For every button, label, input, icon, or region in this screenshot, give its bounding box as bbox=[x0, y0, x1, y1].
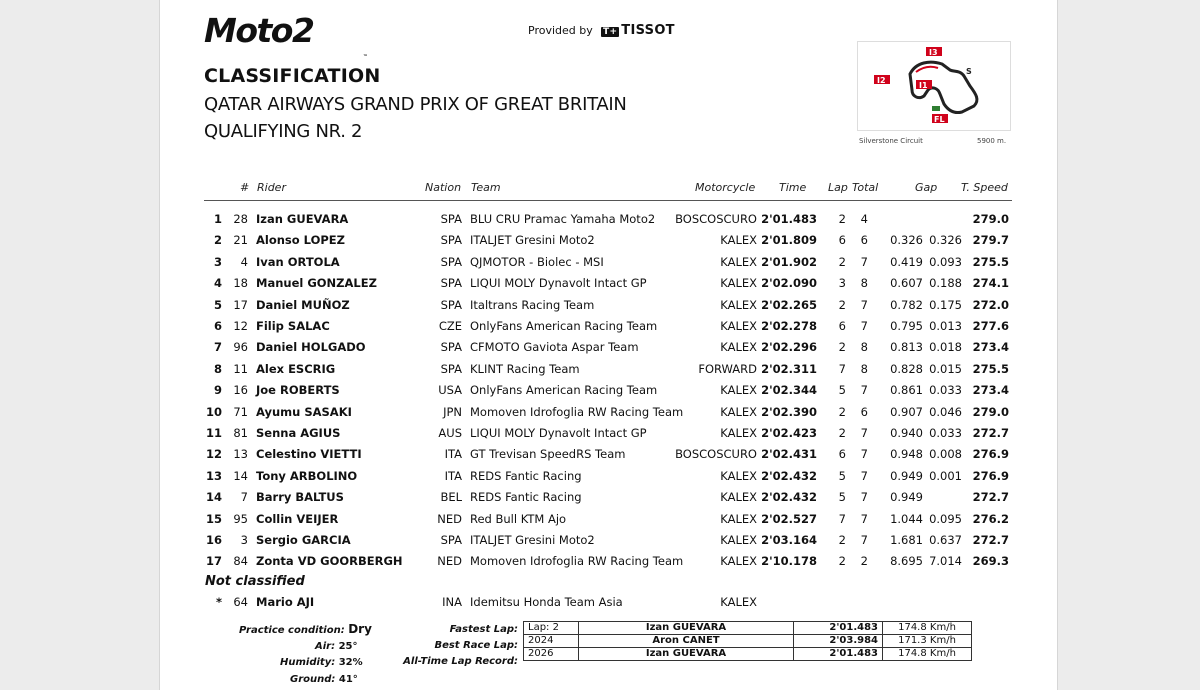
table-row bbox=[0, 423, 1200, 444]
cell-number: 18 bbox=[233, 276, 248, 291]
cell-motorcycle: KALEX bbox=[720, 426, 757, 440]
cell-gap-previous: 0.001 bbox=[929, 468, 962, 483]
cell-time: 2'02.431 bbox=[761, 447, 817, 462]
cell-position: 14 bbox=[205, 490, 222, 505]
cell-total: 8 bbox=[860, 340, 868, 355]
cell-rider: Ivan ORTOLA bbox=[256, 254, 340, 269]
cell-position: 6 bbox=[213, 319, 222, 333]
cell-motorcycle: KALEX bbox=[720, 340, 757, 355]
cell-gap-first: 0.828 bbox=[890, 361, 923, 376]
cell-top-speed: 277.6 bbox=[972, 319, 1009, 333]
cell-rider: Collin VEIJER bbox=[256, 511, 339, 526]
cell-lap: 2 bbox=[838, 254, 846, 269]
cell-total: 7 bbox=[860, 511, 868, 526]
cell-time: 2'01.809 bbox=[761, 233, 817, 248]
cell-team: KLINT Racing Team bbox=[470, 361, 580, 376]
cell-lap: 2 bbox=[838, 533, 846, 547]
cell-time: 2'02.311 bbox=[761, 361, 817, 376]
cell-gap-previous: 0.095 bbox=[929, 511, 962, 526]
cell-time: 2'02.265 bbox=[761, 297, 817, 312]
cell-total: 7 bbox=[860, 447, 868, 462]
cell-time: 2'10.178 bbox=[761, 554, 817, 569]
cell-motorcycle: KALEX bbox=[720, 554, 757, 569]
cell-number: 12 bbox=[233, 319, 248, 333]
lap-record-row bbox=[524, 622, 972, 635]
cell-time: 2'02.278 bbox=[761, 319, 817, 333]
table-row bbox=[0, 466, 1200, 487]
cell-rider: Senna AGIUS bbox=[256, 426, 341, 440]
cell-position: 16 bbox=[205, 533, 222, 547]
cell-number: 96 bbox=[233, 340, 248, 355]
not-classified-row bbox=[0, 592, 1200, 613]
cell-gap-previous: 0.018 bbox=[929, 340, 962, 355]
cell-motorcycle: KALEX bbox=[720, 383, 757, 398]
cell-number: 7 bbox=[240, 490, 248, 505]
cell-position: 7 bbox=[213, 340, 222, 355]
tissot-logo: T+ TISSOT bbox=[603, 23, 675, 38]
cell-team: Idemitsu Honda Team Asia bbox=[470, 595, 623, 609]
cell-position: 2 bbox=[213, 233, 222, 248]
cell-lap: 2 bbox=[838, 426, 846, 440]
cell-time: 2'02.296 bbox=[761, 340, 817, 355]
cell-gap-previous: 0.015 bbox=[929, 361, 962, 376]
cell-motorcycle: KALEX bbox=[720, 254, 757, 269]
col-header-rider: Rider bbox=[257, 181, 286, 194]
cell-top-speed: 269.3 bbox=[972, 554, 1009, 569]
cell-motorcycle: BOSCOSCURO bbox=[675, 447, 757, 462]
cell-motorcycle: FORWARD bbox=[698, 361, 757, 376]
cell-gap-first: 0.949 bbox=[890, 490, 923, 505]
moto2-logo: Moto2 ™ bbox=[204, 11, 368, 60]
cell-rider: Filip SALAC bbox=[256, 319, 330, 333]
cell-number: 4 bbox=[240, 254, 248, 269]
cell-position: 5 bbox=[213, 297, 222, 312]
cell-nation: SPA bbox=[440, 276, 462, 291]
cell-total: 2 bbox=[860, 554, 868, 569]
cell-number: 64 bbox=[233, 595, 248, 609]
table-row bbox=[0, 380, 1200, 401]
cell-motorcycle: KALEX bbox=[720, 595, 757, 609]
col-header-time: Time bbox=[779, 181, 807, 194]
cell-team: QJMOTOR - Biolec - MSI bbox=[470, 254, 604, 269]
col-header-nation: Nation bbox=[425, 181, 462, 194]
cell-position: 4 bbox=[213, 276, 222, 291]
cell-top-speed: 276.9 bbox=[972, 447, 1009, 462]
cell-team: REDS Fantic Racing bbox=[470, 468, 582, 483]
cell-top-speed: 274.1 bbox=[972, 276, 1009, 291]
cell-nation: SPA bbox=[440, 533, 462, 547]
cell-top-speed: 276.2 bbox=[972, 511, 1009, 526]
cell-total: 7 bbox=[860, 319, 868, 333]
cell-top-speed: 272.0 bbox=[972, 297, 1009, 312]
col-header-total: Total bbox=[852, 181, 879, 194]
cell-gap-previous: 7.014 bbox=[929, 554, 962, 569]
cell-gap-previous: 0.188 bbox=[929, 276, 962, 291]
cell-total: 7 bbox=[860, 383, 868, 398]
cell-team: REDS Fantic Racing bbox=[470, 490, 582, 505]
table-row bbox=[0, 252, 1200, 273]
cell-nation: AUS bbox=[438, 426, 462, 440]
cell-gap-previous: 0.046 bbox=[929, 404, 962, 419]
cell-number: 95 bbox=[233, 511, 248, 526]
cell-number: 13 bbox=[233, 447, 248, 462]
cell-top-speed: 276.9 bbox=[972, 468, 1009, 483]
cell-top-speed: 272.7 bbox=[972, 426, 1009, 440]
cell-time: 2'01.902 bbox=[761, 254, 817, 269]
cell-rider: Sergio GARCIA bbox=[256, 533, 351, 547]
cell-rider: Alex ESCRIG bbox=[256, 361, 336, 376]
cell-top-speed: 279.0 bbox=[972, 212, 1009, 226]
cell-number: 11 bbox=[233, 361, 248, 376]
cell-gap-first: 0.419 bbox=[890, 254, 923, 269]
cell-top-speed: 279.7 bbox=[972, 233, 1009, 248]
cell-rider: Tony ARBOLINO bbox=[256, 468, 358, 483]
circuit-length: 5900 m. bbox=[977, 137, 1007, 145]
cell-position: 8 bbox=[213, 361, 222, 376]
cell-total: 6 bbox=[860, 404, 868, 419]
lap-record-speed: 174.8 Km/h bbox=[883, 622, 972, 635]
col-header-num: # bbox=[240, 181, 250, 194]
cell-team: ITALJET Gresini Moto2 bbox=[470, 533, 595, 547]
cell-gap-previous: 0.013 bbox=[929, 319, 962, 333]
cell-gap-first: 0.948 bbox=[890, 447, 923, 462]
air-temperature: Air: 25° bbox=[315, 641, 358, 652]
cell-nation: SPA bbox=[440, 233, 462, 248]
cell-gap-first: 0.940 bbox=[890, 426, 923, 440]
cell-motorcycle: KALEX bbox=[720, 533, 757, 547]
event-name: QATAR AIRWAYS GRAND PRIX OF GREAT BRITAIN bbox=[204, 94, 627, 115]
lap-record-rider: Izan GUEVARA bbox=[579, 648, 794, 661]
cell-motorcycle: KALEX bbox=[720, 233, 757, 248]
cell-motorcycle: BOSCOSCURO bbox=[675, 212, 757, 226]
cell-top-speed: 272.7 bbox=[972, 490, 1009, 505]
cell-total: 7 bbox=[860, 533, 868, 547]
cell-position: 15 bbox=[205, 511, 222, 526]
cell-nation: ITA bbox=[444, 447, 462, 462]
cell-motorcycle: KALEX bbox=[720, 490, 757, 505]
cell-lap: 6 bbox=[838, 319, 846, 333]
cell-gap-first: 8.695 bbox=[890, 554, 923, 569]
cell-gap-first: 0.607 bbox=[890, 276, 923, 291]
lap-record-rider: Izan GUEVARA bbox=[579, 622, 794, 635]
i3-label: I3 bbox=[929, 48, 938, 57]
cell-total: 7 bbox=[860, 468, 868, 483]
cell-rider: Zonta VD GOORBERGH bbox=[256, 554, 403, 569]
cell-nation: SPA bbox=[440, 340, 462, 355]
provided-by-text: Provided by bbox=[528, 24, 593, 37]
cell-total: 4 bbox=[860, 212, 868, 226]
cell-rider: Daniel HOLGADO bbox=[256, 340, 366, 355]
cell-position: 13 bbox=[205, 468, 222, 483]
cell-team: GT Trevisan SpeedRS Team bbox=[470, 447, 626, 462]
cell-gap-previous: 0.175 bbox=[929, 297, 962, 312]
lap-record-rider: Aron CANET bbox=[579, 635, 794, 648]
cell-position: 17 bbox=[205, 554, 222, 569]
lap-record-lap: Lap: 2 bbox=[524, 622, 579, 635]
cell-rider: Barry BALTUS bbox=[256, 490, 344, 505]
cell-lap: 7 bbox=[838, 361, 846, 376]
cell-gap-first: 0.813 bbox=[890, 340, 923, 355]
table-row bbox=[0, 273, 1200, 294]
cell-time: 2'03.164 bbox=[761, 533, 817, 547]
lap-records-table bbox=[523, 621, 972, 661]
cell-lap: 2 bbox=[838, 297, 846, 312]
cell-time: 2'02.390 bbox=[761, 404, 817, 419]
cell-top-speed: 272.7 bbox=[972, 533, 1009, 547]
cell-total: 7 bbox=[860, 490, 868, 505]
cell-nation: CZE bbox=[438, 319, 462, 333]
cell-total: 7 bbox=[860, 254, 868, 269]
lap-record-lap: 2024 bbox=[524, 635, 579, 648]
cell-team: LIQUI MOLY Dynavolt Intact GP bbox=[470, 276, 647, 291]
cell-team: Italtrans Racing Team bbox=[470, 297, 595, 312]
lap-record-time: 2'01.483 bbox=[794, 622, 883, 635]
not-classified-label: Not classified bbox=[205, 574, 305, 589]
cell-nation: ITA bbox=[444, 468, 462, 483]
cell-position: 9 bbox=[213, 383, 222, 398]
i1-label: I1 bbox=[919, 81, 928, 90]
cell-team: CFMOTO Gaviota Aspar Team bbox=[470, 340, 639, 355]
best-race-lap-label: Best Race Lap: bbox=[434, 640, 518, 651]
cell-rider: Alonso LOPEZ bbox=[256, 233, 345, 248]
cell-gap-previous: 0.033 bbox=[929, 383, 962, 398]
lap-record-speed: 171.3 Km/h bbox=[883, 635, 972, 648]
cell-nation: INA bbox=[442, 595, 462, 609]
cell-rider: Izan GUEVARA bbox=[256, 212, 349, 226]
col-header-gap: Gap bbox=[915, 181, 938, 194]
cell-rider: Manuel GONZALEZ bbox=[256, 276, 377, 291]
cell-gap-first: 0.949 bbox=[890, 468, 923, 483]
col-header-team: Team bbox=[471, 181, 501, 194]
cell-top-speed: 275.5 bbox=[972, 254, 1009, 269]
cell-total: 7 bbox=[860, 297, 868, 312]
table-row bbox=[0, 316, 1200, 337]
cell-total: 7 bbox=[860, 426, 868, 440]
cell-team: OnlyFans American Racing Team bbox=[470, 319, 658, 333]
table-row bbox=[0, 530, 1200, 551]
lap-record-time: 2'01.483 bbox=[794, 648, 883, 661]
cell-lap: 2 bbox=[838, 404, 846, 419]
cell-gap-first: 0.795 bbox=[890, 319, 923, 333]
cell-top-speed: 273.4 bbox=[972, 383, 1009, 398]
cell-number: 3 bbox=[240, 533, 248, 547]
cell-position: 12 bbox=[205, 447, 222, 462]
cell-team: BLU CRU Pramac Yamaha Moto2 bbox=[470, 212, 656, 226]
cell-rider: Mario AJI bbox=[256, 595, 315, 609]
cell-total: 8 bbox=[860, 276, 868, 291]
cell-team: OnlyFans American Racing Team bbox=[470, 383, 658, 398]
cell-time: 2'01.483 bbox=[761, 212, 817, 226]
cell-motorcycle: KALEX bbox=[720, 511, 757, 526]
cell-nation: USA bbox=[438, 383, 462, 398]
cell-gap-previous: 0.008 bbox=[929, 447, 962, 462]
speed-trap-label: S bbox=[966, 67, 972, 76]
table-row bbox=[0, 444, 1200, 465]
cell-position: * bbox=[215, 595, 222, 609]
cell-gap-first: 0.861 bbox=[890, 383, 923, 398]
header-divider bbox=[204, 200, 1012, 201]
cell-rider: Celestino VIETTI bbox=[256, 447, 362, 462]
cell-team: LIQUI MOLY Dynavolt Intact GP bbox=[470, 426, 647, 440]
col-header-motorcycle: Motorcycle bbox=[695, 181, 756, 194]
table-row bbox=[0, 230, 1200, 251]
cell-gap-previous: 0.033 bbox=[929, 426, 962, 440]
cell-lap: 7 bbox=[838, 511, 846, 526]
cell-gap-previous: 0.093 bbox=[929, 254, 962, 269]
lap-record-speed: 174.8 Km/h bbox=[883, 648, 972, 661]
cell-lap: 6 bbox=[838, 447, 846, 462]
cell-nation: NED bbox=[437, 511, 462, 526]
cell-motorcycle: KALEX bbox=[720, 404, 757, 419]
cell-motorcycle: KALEX bbox=[720, 319, 757, 333]
cell-team: ITALJET Gresini Moto2 bbox=[470, 233, 595, 248]
cell-lap: 6 bbox=[838, 233, 846, 248]
lap-record-lap: 2026 bbox=[524, 648, 579, 661]
cell-gap-previous: 0.637 bbox=[929, 533, 962, 547]
cell-nation: SPA bbox=[440, 212, 462, 226]
cell-position: 3 bbox=[213, 254, 222, 269]
table-row bbox=[0, 402, 1200, 423]
cell-gap-first: 1.681 bbox=[890, 533, 923, 547]
col-header-lap: Lap bbox=[828, 181, 848, 194]
cell-number: 71 bbox=[233, 404, 248, 419]
practice-condition: Practice condition: Dry bbox=[239, 622, 372, 636]
lap-record-row bbox=[524, 648, 972, 661]
cell-nation: BEL bbox=[440, 490, 462, 505]
col-header-speed: T. Speed bbox=[961, 181, 1008, 194]
table-row bbox=[0, 487, 1200, 508]
all-time-lap-record-label: All-Time Lap Record: bbox=[403, 656, 518, 667]
cell-position: 1 bbox=[213, 212, 222, 226]
cell-rider: Daniel MUÑOZ bbox=[256, 297, 350, 312]
cell-gap-first: 0.907 bbox=[890, 404, 923, 419]
cell-time: 2'02.432 bbox=[761, 468, 817, 483]
cell-top-speed: 275.5 bbox=[972, 361, 1009, 376]
cell-gap-first: 1.044 bbox=[890, 511, 923, 526]
cell-lap: 2 bbox=[838, 340, 846, 355]
cell-nation: JPN bbox=[443, 404, 462, 419]
page-title: CLASSIFICATION bbox=[204, 65, 381, 87]
humidity: Humidity: 32% bbox=[280, 657, 363, 668]
cell-team: Momoven Idrofoglia RW Racing Team bbox=[470, 554, 684, 569]
table-row bbox=[0, 359, 1200, 380]
cell-lap: 2 bbox=[838, 554, 846, 569]
cell-position: 11 bbox=[205, 426, 222, 440]
cell-rider: Ayumu SASAKI bbox=[256, 404, 352, 419]
cell-number: 16 bbox=[233, 383, 248, 398]
cell-motorcycle: KALEX bbox=[720, 468, 757, 483]
cell-motorcycle: KALEX bbox=[720, 276, 757, 291]
cell-top-speed: 279.0 bbox=[972, 404, 1009, 419]
cell-number: 28 bbox=[233, 212, 248, 226]
i2-label: I2 bbox=[877, 76, 886, 85]
lap-record-time: 2'03.984 bbox=[794, 635, 883, 648]
circuit-name: Silverstone Circuit bbox=[859, 137, 923, 145]
table-row bbox=[0, 295, 1200, 316]
cell-nation: NED bbox=[437, 554, 462, 569]
table-row bbox=[0, 209, 1200, 230]
cell-motorcycle: KALEX bbox=[720, 297, 757, 312]
cell-top-speed: 273.4 bbox=[972, 340, 1009, 355]
cell-time: 2'02.423 bbox=[761, 426, 817, 440]
cell-gap-first: 0.782 bbox=[890, 297, 923, 312]
cell-number: 81 bbox=[233, 426, 248, 440]
cell-number: 21 bbox=[233, 233, 248, 248]
table-row bbox=[0, 551, 1200, 572]
cell-time: 2'02.344 bbox=[761, 383, 817, 398]
cell-lap: 5 bbox=[838, 490, 846, 505]
session-name: QUALIFYING NR. 2 bbox=[204, 121, 363, 142]
cell-nation: SPA bbox=[440, 297, 462, 312]
cell-time: 2'02.432 bbox=[761, 490, 817, 505]
cell-gap-first: 0.326 bbox=[890, 233, 923, 248]
table-row bbox=[0, 337, 1200, 358]
cell-time: 2'02.527 bbox=[761, 511, 817, 526]
cell-number: 14 bbox=[233, 468, 248, 483]
cell-lap: 5 bbox=[838, 468, 846, 483]
cell-rider: Joe ROBERTS bbox=[256, 383, 340, 398]
cell-total: 8 bbox=[860, 361, 868, 376]
cell-time: 2'02.090 bbox=[761, 276, 817, 291]
cell-lap: 2 bbox=[838, 212, 846, 226]
cell-position: 10 bbox=[205, 404, 222, 419]
cell-number: 84 bbox=[233, 554, 248, 569]
circuit-map bbox=[857, 41, 1011, 131]
cell-total: 6 bbox=[860, 233, 868, 248]
cell-lap: 3 bbox=[838, 276, 846, 291]
finish-line-label: FL bbox=[934, 115, 945, 124]
track-layout-icon bbox=[858, 42, 1010, 130]
cell-team: Red Bull KTM Ajo bbox=[470, 511, 567, 526]
cell-gap-previous: 0.326 bbox=[929, 233, 962, 248]
ground-temperature: Ground: 41° bbox=[290, 674, 358, 685]
cell-lap: 5 bbox=[838, 383, 846, 398]
cell-nation: SPA bbox=[440, 361, 462, 376]
cell-team: Momoven Idrofoglia RW Racing Team bbox=[470, 404, 684, 419]
cell-nation: SPA bbox=[440, 254, 462, 269]
lap-record-row bbox=[524, 635, 972, 648]
fastest-lap-label: Fastest Lap: bbox=[449, 624, 518, 635]
table-row bbox=[0, 509, 1200, 530]
cell-number: 17 bbox=[233, 297, 248, 312]
